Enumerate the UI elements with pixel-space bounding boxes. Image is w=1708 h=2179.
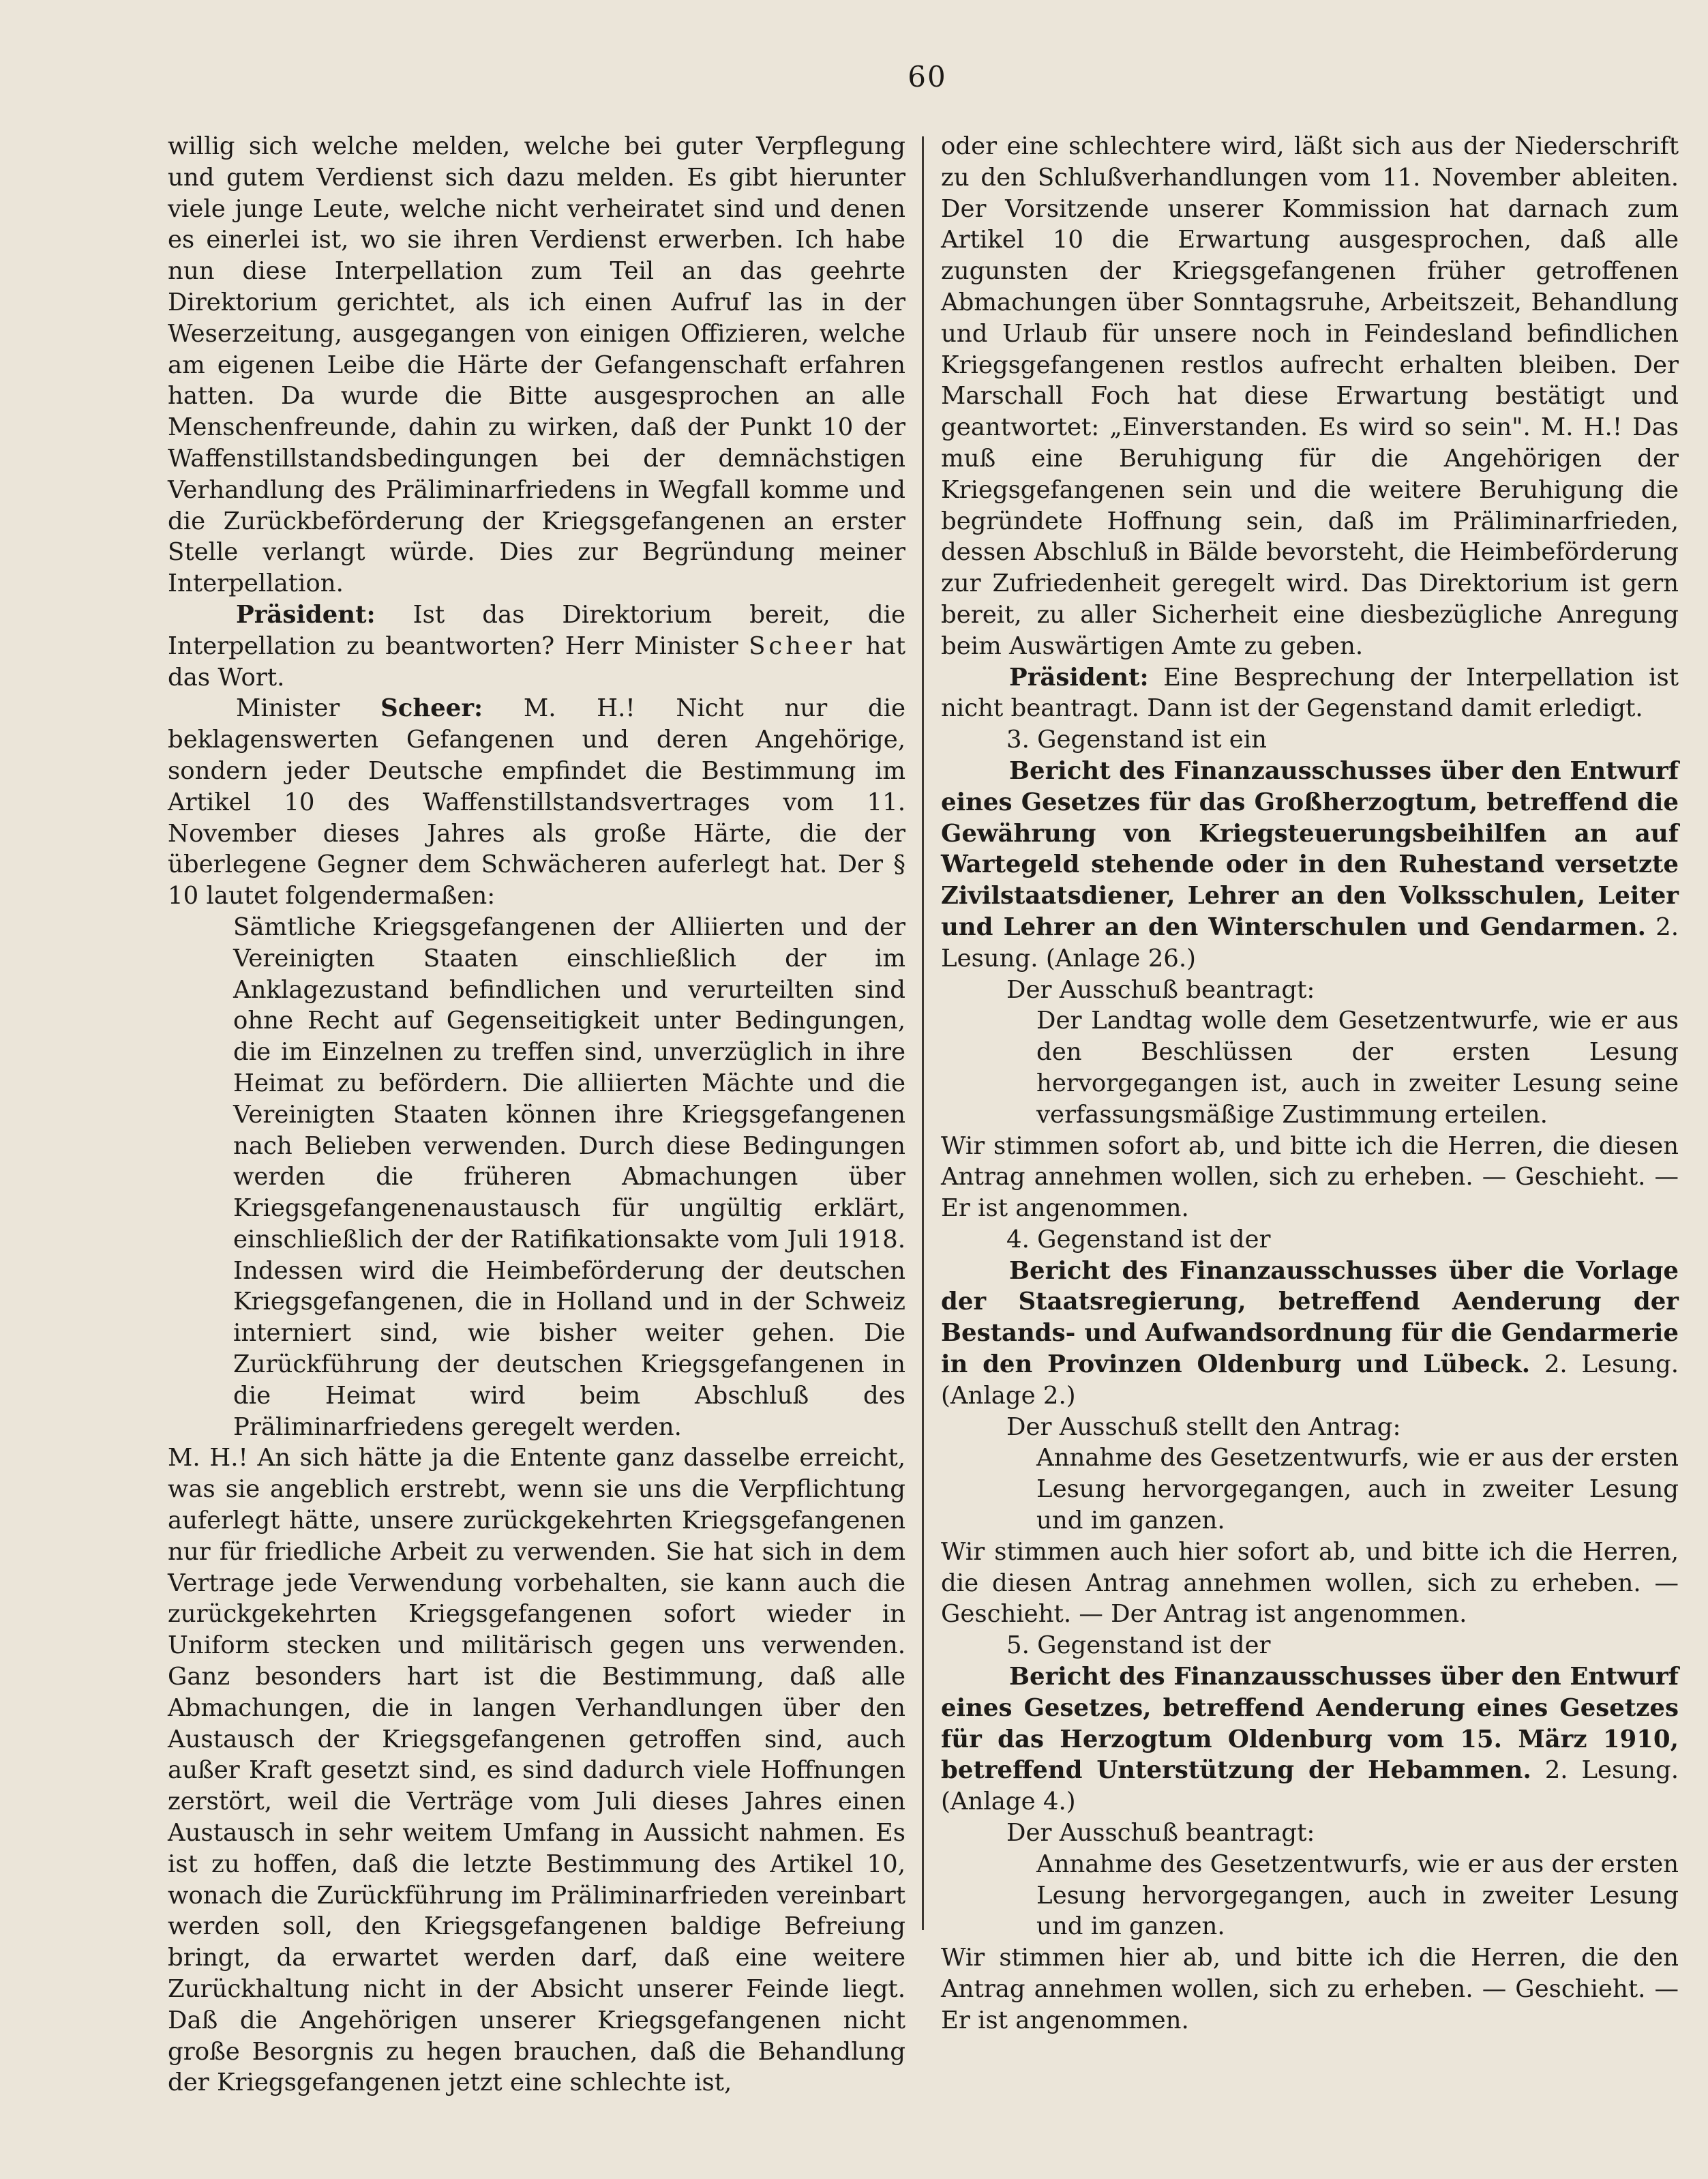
item-3-heading	[941, 756, 1679, 975]
item-4-heading	[941, 1256, 1679, 1412]
page-number: 60	[908, 60, 947, 93]
left-paragraph-3-text: M. H.! Nicht nur die beklagenswerten Gefangenen und deren Angehörige, sondern jeder Deutsche empfindet die Bestimmung im Artikel 10 des Waffenstillstandsvertrages vom 11. November dieses Jahres als große Härte, die der überlegene Gegner dem Schwächeren auferlegt hat. Der § 10 lautet folgendermaßen:	[168, 694, 906, 910]
item-4-title: Bericht des Finanzausschusses über die Vorlage der Staatsregierung, betreffend Aenderung der Bestands- und Aufwandsordnung für die Gendarmerie in den Provinzen Oldenburg und Lübeck.	[941, 1256, 1679, 1379]
left-column	[168, 131, 905, 2099]
item-5-heading	[941, 1661, 1679, 1818]
item-5-label: 5. Gegenstand ist der	[1006, 1631, 1271, 1660]
left-paragraph-2	[168, 599, 905, 693]
right-paragraph-2-text: Eine Besprechung der Interpellation ist nicht beantragt. Dann ist der Gegenstand damit erledigt.	[941, 663, 1679, 723]
item-3-motion-text: Der Landtag wolle dem Gesetzentwurfe, wie er aus den Beschlüssen der ersten Lesung hervorgegangen ist, auch in zweiter Lesung seine verfassungsmäßige Zustimmung erteilen.	[1036, 1007, 1679, 1129]
item-5-motion-text: Annahme des Gesetzentwurfs, wie er aus der ersten Lesung hervorgegangen, auch in zweiter Lesung und im ganzen.	[1036, 1850, 1679, 1941]
left-paragraph-1: willig sich welche melden, welche bei guter Verpflegung und gutem Verdienst sich dazu melden. Es gibt hierunter viele junge Leute, welche nicht verheiratet sind und denen es einerlei ist, wo sie ihren Verdienst erwerben. Ich habe nun diese Interpellation zum Teil an das geehrte Direktorium gerichtet, als ich einen Aufruf las in der Weserzeitung, ausgegangen von einigen Offizieren, welche am eigenen Leibe die Härte der Gefangenschaft erfahren hatten. Da wurde die Bitte ausgesprochen an alle Menschenfreunde, dahin zu wirken, daß der Punkt 10 der Waffenstillstandsbedingungen bei der demnächstigen Verhandlung des Präliminarfriedens in Wegfall komme und die Zurückbeförderung der Kriegsgefangenen an erster Stelle verlangt würde. Dies zur Begründung meiner Interpellation.	[168, 132, 905, 598]
speaker-name-scheer: Scheer	[749, 632, 856, 660]
speaker-praesident: Präsident:	[236, 600, 376, 629]
item-3-motion: Der Ausschuß beantragt:	[1006, 975, 1315, 1004]
right-column	[941, 131, 1679, 2036]
item-5-reading: 2. Lesung. (Anlage 4.)	[941, 1756, 1679, 1816]
right-paragraph-1: oder eine schlechtere wird, läßt sich aus der Niederschrift zu den Schlußverhandlungen vom 11. November ableiten. Der Vorsitzende unserer Kommission hat darnach zum Artikel 10 die Erwartung ausgesprochen, daß alle zugunsten der Kriegsgefangenen früher getroffenen Abmachungen über Sonntagsruhe, Arbeitszeit, Behandlung und Urlaub für unsere noch in Feindesland befindlichen Kriegsgefangenen restlos aufrecht erhalten bleiben. Der Marschall Foch hat diese Erwartung bestätigt und geantwortet: „Einverstanden. Es wird so sein". M. H.! Das muß eine Beruhigung für die Angehörigen der Kriegsgefangenen sein und die weitere Beruhigung die begründete Hoffnung sein, daß im Präliminarfrieden, dessen Abschluß in Bälde bevorsteht, die Heimbeförderung zur Zufriedenheit geregelt wird. Das Direktorium ist gern bereit, zu aller Sicherheit eine diesbezügliche Anregung beim Auswärtigen Amte zu geben.	[941, 132, 1679, 660]
left-paragraph-3	[168, 693, 905, 912]
left-paragraph-3-lead: Minister	[236, 694, 381, 723]
article-10-quote: Sämtliche Kriegsgefangenen der Alliierten und der Vereinigten Staaten einschließlich der im Anklagezustand befindlichen und verurteilten sind ohne Recht auf Gegenseitigkeit unter Bedingungen, die im Einzelnen zu treffen sind, unverzüglich in ihre Heimat zu befördern. Die alliierten Mächte und die Vereinigten Staaten können ihre Kriegsgefangenen nach Belieben verwenden. Durch diese Bedingungen werden die früheren Abmachungen über Kriegsgefangenenaustausch für ungültig erklärt, einschließlich der der Ratifikationsakte vom Juli 1918. Indessen wird die Heimbeförderung der deutschen Kriegsgefangenen, die in Holland und in der Schweiz interniert sind, wie bisher weiter gehen. Die Zurückführung der deutschen Kriegsgefangenen in die Heimat wird beim Abschluß des Präliminarfriedens geregelt werden.	[233, 913, 905, 1441]
item-4-motion-text: Annahme des Gesetzentwurfs, wie er aus der ersten Lesung hervorgegangen, auch in zweiter Lesung und im ganzen.	[1036, 1444, 1679, 1535]
item-3-label: 3. Gegenstand ist ein	[1006, 726, 1267, 754]
speaker-scheer: Scheer:	[380, 694, 483, 723]
item-3-reading: 2. Lesung. (Anlage 26.)	[941, 913, 1679, 973]
item-4-vote: Wir stimmen auch hier sofort ab, und bitte ich die Herren, die diesen Antrag annehmen wollen, sich zu erheben. — Geschieht. — Der Antrag ist angenommen.	[941, 1537, 1679, 1629]
item-5-title: Bericht des Finanzausschusses über den Entwurf eines Gesetzes, betreffend Aenderung eines Gesetzes für das Herzogtum Oldenburg vom 15. März 1910, betreffend Unterstützung der Hebammen.	[941, 1663, 1679, 1785]
item-3-vote: Wir stimmen sofort ab, und bitte ich die Herren, die diesen Antrag annehmen wollen, sich zu erheben. — Geschieht. — Er ist angenommen.	[941, 1131, 1679, 1223]
speaker-praesident-2: Präsident:	[1009, 663, 1149, 692]
item-5-motion: Der Ausschuß beantragt:	[1006, 1819, 1315, 1848]
item-4-motion: Der Ausschuß stellt den Antrag:	[1006, 1412, 1401, 1441]
item-5-vote: Wir stimmen hier ab, und bitte ich die Herren, die den Antrag annehmen wollen, sich zu erheben. — Geschieht. — Er ist angenommen.	[941, 1944, 1679, 2034]
left-paragraph-2-tail: hat das Wort.	[168, 632, 905, 692]
item-4-label: 4. Gegenstand ist der	[1006, 1225, 1271, 1254]
column-divider	[922, 136, 924, 1930]
right-paragraph-2	[941, 662, 1679, 725]
left-paragraph-2-text: Ist das Direktorium bereit, die Interpellation zu beantworten? Herr Minister	[168, 600, 905, 660]
left-paragraph-4: M. H.! An sich hätte ja die Entente ganz dasselbe erreicht, was sie angeblich erstrebt, wenn sie uns die Verpflichtung auferlegt hätte, unsere zurückgekehrten Kriegsgefangenen nur für friedliche Arbeit zu verwenden. Sie hat sich in dem Vertrage jede Verwendung vorbehalten, sie kann auch die zurückgekehrten Kriegsgefangenen sofort wieder in Uniform stecken und militärisch gegen uns verwenden. Ganz besonders hart ist die Bestimmung, daß alle Abmachungen, die in langen Verhandlungen über den Austausch der Kriegsgefangenen getroffen sind, auch außer Kraft gesetzt sind, es sind dadurch viele Hoffnungen zerstört, weil die Verträge vom Juli dieses Jahres einen Austausch in sehr weitem Umfang in Aussicht nahmen. Es ist zu hoffen, daß die letzte Bestimmung des Artikel 10, wonach die Zurückführung im Präliminarfrieden vereinbart werden soll, den Kriegsgefangenen baldige Befreiung bringt, da erwartet werden darf, daß eine weitere Zurückhaltung nicht in der Absicht unserer Feinde liegt. Daß die Angehörigen unserer Kriegsgefangenen nicht große Besorgnis zu hegen brauchen, daß die Behandlung der Kriegsgefangenen jetzt eine schlechte ist,	[168, 1444, 905, 2097]
item-4-reading: 2. Lesung. (Anlage 2.)	[941, 1350, 1679, 1410]
item-3-title: Bericht des Finanzausschusses über den Entwurf eines Gesetzes für das Großherzogtum, betreffend die Gewährung von Kriegsteuerungsbeihilfen an auf Wartegeld stehende oder in den Ruhestand versetzte Zivilstaatsdiener, Lehrer an den Volksschulen, Leiter und Lehrer an den Winterschulen und Gendarmen.	[941, 756, 1679, 941]
